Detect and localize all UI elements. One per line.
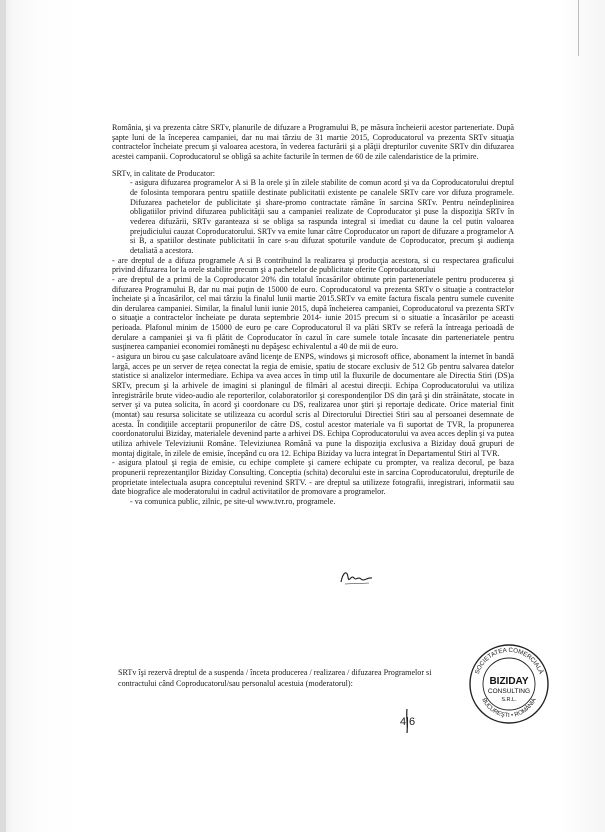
paragraph-studio-set: - asigura platoul şi regia de emisie, cu echipe complete şi camere echipate cu prompter, va realiza decorul, pe baza propunerii reprezentanţilor Biziday Consulting. Conceptia (schita) decorului este in sarcina Coproducatorului, drepturile de proprietate intelectuala asupra conceptului revenind SRTV. - are dreptul sa utilizeze fotografii, inregistrari, informatii sau date biografice ale moderatorului in cadrul activitatilor de promovare a programelor. — [112, 458, 514, 497]
stamp-suffix: S.R.L. — [501, 697, 517, 703]
scan-shadow — [0, 0, 6, 832]
handwritten-signature — [339, 568, 375, 588]
company-stamp — [468, 643, 550, 725]
footer-clause — [118, 667, 463, 689]
paragraph-website-publication: - va comunica public, zilnic, pe site-ul www.tvr.ro, programele. — [130, 496, 336, 506]
paragraph-broadcast-rights: - are dreptul de a difuza programele A si B contribuind la realizarea şi producţia acestora, si cu respectarea graficului privind difuzarea lor la orele stabilite precum şi a pachetelor de publicitate oferite Coproducatorului — [112, 255, 514, 275]
stamp-sub-text: CONSULTING — [487, 688, 531, 695]
paragraph-campaign-terms: România, şi va prezenta către SRTv, planurile de difuzare a Programului B, pe măsura încheierii acestor parteneriate. După şapte luni de la începerea campaniei, dar nu mai târziu de 31 martie 2015, Coproducatorul va prezenta SRTv situaţia contractelor încheiate precum şi valoarea acestora, în vederea facturării şi a plăţii drepturilor cuvenite SRTv din difuzarea acestei campanii. Coproducatorul se obligă sa achite facturile în termen de 60 de zile calendaristice de la primire. — [112, 123, 514, 161]
page-edge-line — [578, 0, 579, 56]
svg-text:SOCIETATEA COMERCIALĂ — [474, 647, 545, 676]
stamp-outer-text: SOCIETATEA COMERCIALĂ — [473, 646, 545, 676]
paragraph-broadcast-obligations: - asigura difuzarea programelor A si B la orele şi în zilele stabilite de comun acord şi va da Coproducatorului dreptul de folosinta temporara pentru spatiile destinate publicitatii existente pe canalele SRTv care vor difuza programele. Difuzarea pachetelor de publicitate şi share-promo contractate rămâne în sarcina SRTv. Pentru neîndeplinirea obligatiilor privind difuzarea publicităţii sau a campaniei realizate de Coproducator şi puse la dispoziţia SRTv în vederea difuzării, SRTv garanteaza si se obliga sa raspunda integral si imediat cu daune la cel putin valoarea prejudiciului cauzat Coproducatorului. SRTv va emite lunar către Coproducator un raport de difuzare a programelor A si B, a spatiilor destinate publicitatii în care s-au difuzat spoturile vandute de Coproducator, precum şi audienţa detaliată a acestora. — [130, 178, 514, 255]
stamp-bottom-text: BUCUREŞTI • ROMÂNIA — [480, 697, 538, 720]
paragraph-producer-heading: SRTv, in calitate de Producator: — [112, 168, 216, 178]
stamp-center-text: BIZIDAY — [489, 676, 529, 687]
footer-clause-text: SRTv îşi rezervă dreptul de a suspenda / înceta producerea / realizarea / difuzarea Programelor si contractului când Coproducatorul/sau personalul acestuia (moderatorul): — [118, 668, 432, 688]
paragraph-revenue-share: - are dreptul de a primi de la Coproducator 20% din totalul încasărilor obtinute prin parteneriatele pentru producerea şi difuzarea Programului B, dar nu mai puţin de 15000 de euro. Coproducatorul va prezenta SRTv o situaţie a contractelor încheiate şi a încasărilor, cel mai târziu la finalul lunii martie 2015.SRTv va emite factura fiscala pentru sumele cuvenite din derularea campaniei. Similar, la finalul lunii iunie 2015, după încheierea campaniei, Coproducatorul va prezenta SRTv o situaţie a contractelor încheiate pe durata septembrie 2014- iunie 2015 precum si o situatie a încasărilor pe aceasti perioada. Plafonul minim de 15000 de euro pe care Coproducatorul îl va plăti SRTv se referă la întreaga perioadă de derulare a campaniei şi va fi plătit de Coproducator în cazul în care sumele totale încasate din parteneriatele pentru susţinerea campaniei economiei româneşti nu depăşesc echivalentul a 40 de mii de euro. — [112, 274, 514, 352]
paragraph-office-resources: - asigura un birou cu şase calculatoare având licenţe de ENPS, windows şi microsoft office, abonament la internet în bandă largă, acces pe un server de reţea conectat la regia de emisie, spatiu de stocare exclusiv de 512 Gb pentru salvarea datelor statistice si analizelor intermediare. Echipa va avea acces în timp util la fluxurile de documentare ale Directia Stiri (DS)a SRTv, precum şi la arhivele de imagini si planingul de filmări al acestui direcţii. Echipa Coproducatorului va utiliza înregistrările brute video-audio ale reporterilor, colaboratorilor şi corespondenţilor DS din ţară şi din străinătate, stocate in server şi va putea solicita, în acord şi coordonare cu DS, realizarea unor ştiri şi reportaje dedicate. Orice material finit (montat) sau resursa solicitate se utilizeaza cu acordul scris al Directorului Directiei Stiri sau al persoanei desemnate de acesta. În condiţiile acceptarii propunerilor de către DS, costul acestor materiale va fi suportat de TVR, la propunerea coordonatorului Biziday, materialele devenind parte a arhivei DS. Echipa Coproducatorului va avea acces deplin şi va putea utiliza arhivele Televiziunii Române. Televiziunea Română va pune la dispoziţia exclusiva a Biziday două grupuri de montaj digitale, în zilele de emisie, începând cu ora 12. Echipa Biziday va lucra integrat în Departamentul Stiri al TVR. — [112, 352, 514, 458]
page-number: 4|6 — [400, 716, 416, 728]
document-body — [112, 123, 514, 507]
